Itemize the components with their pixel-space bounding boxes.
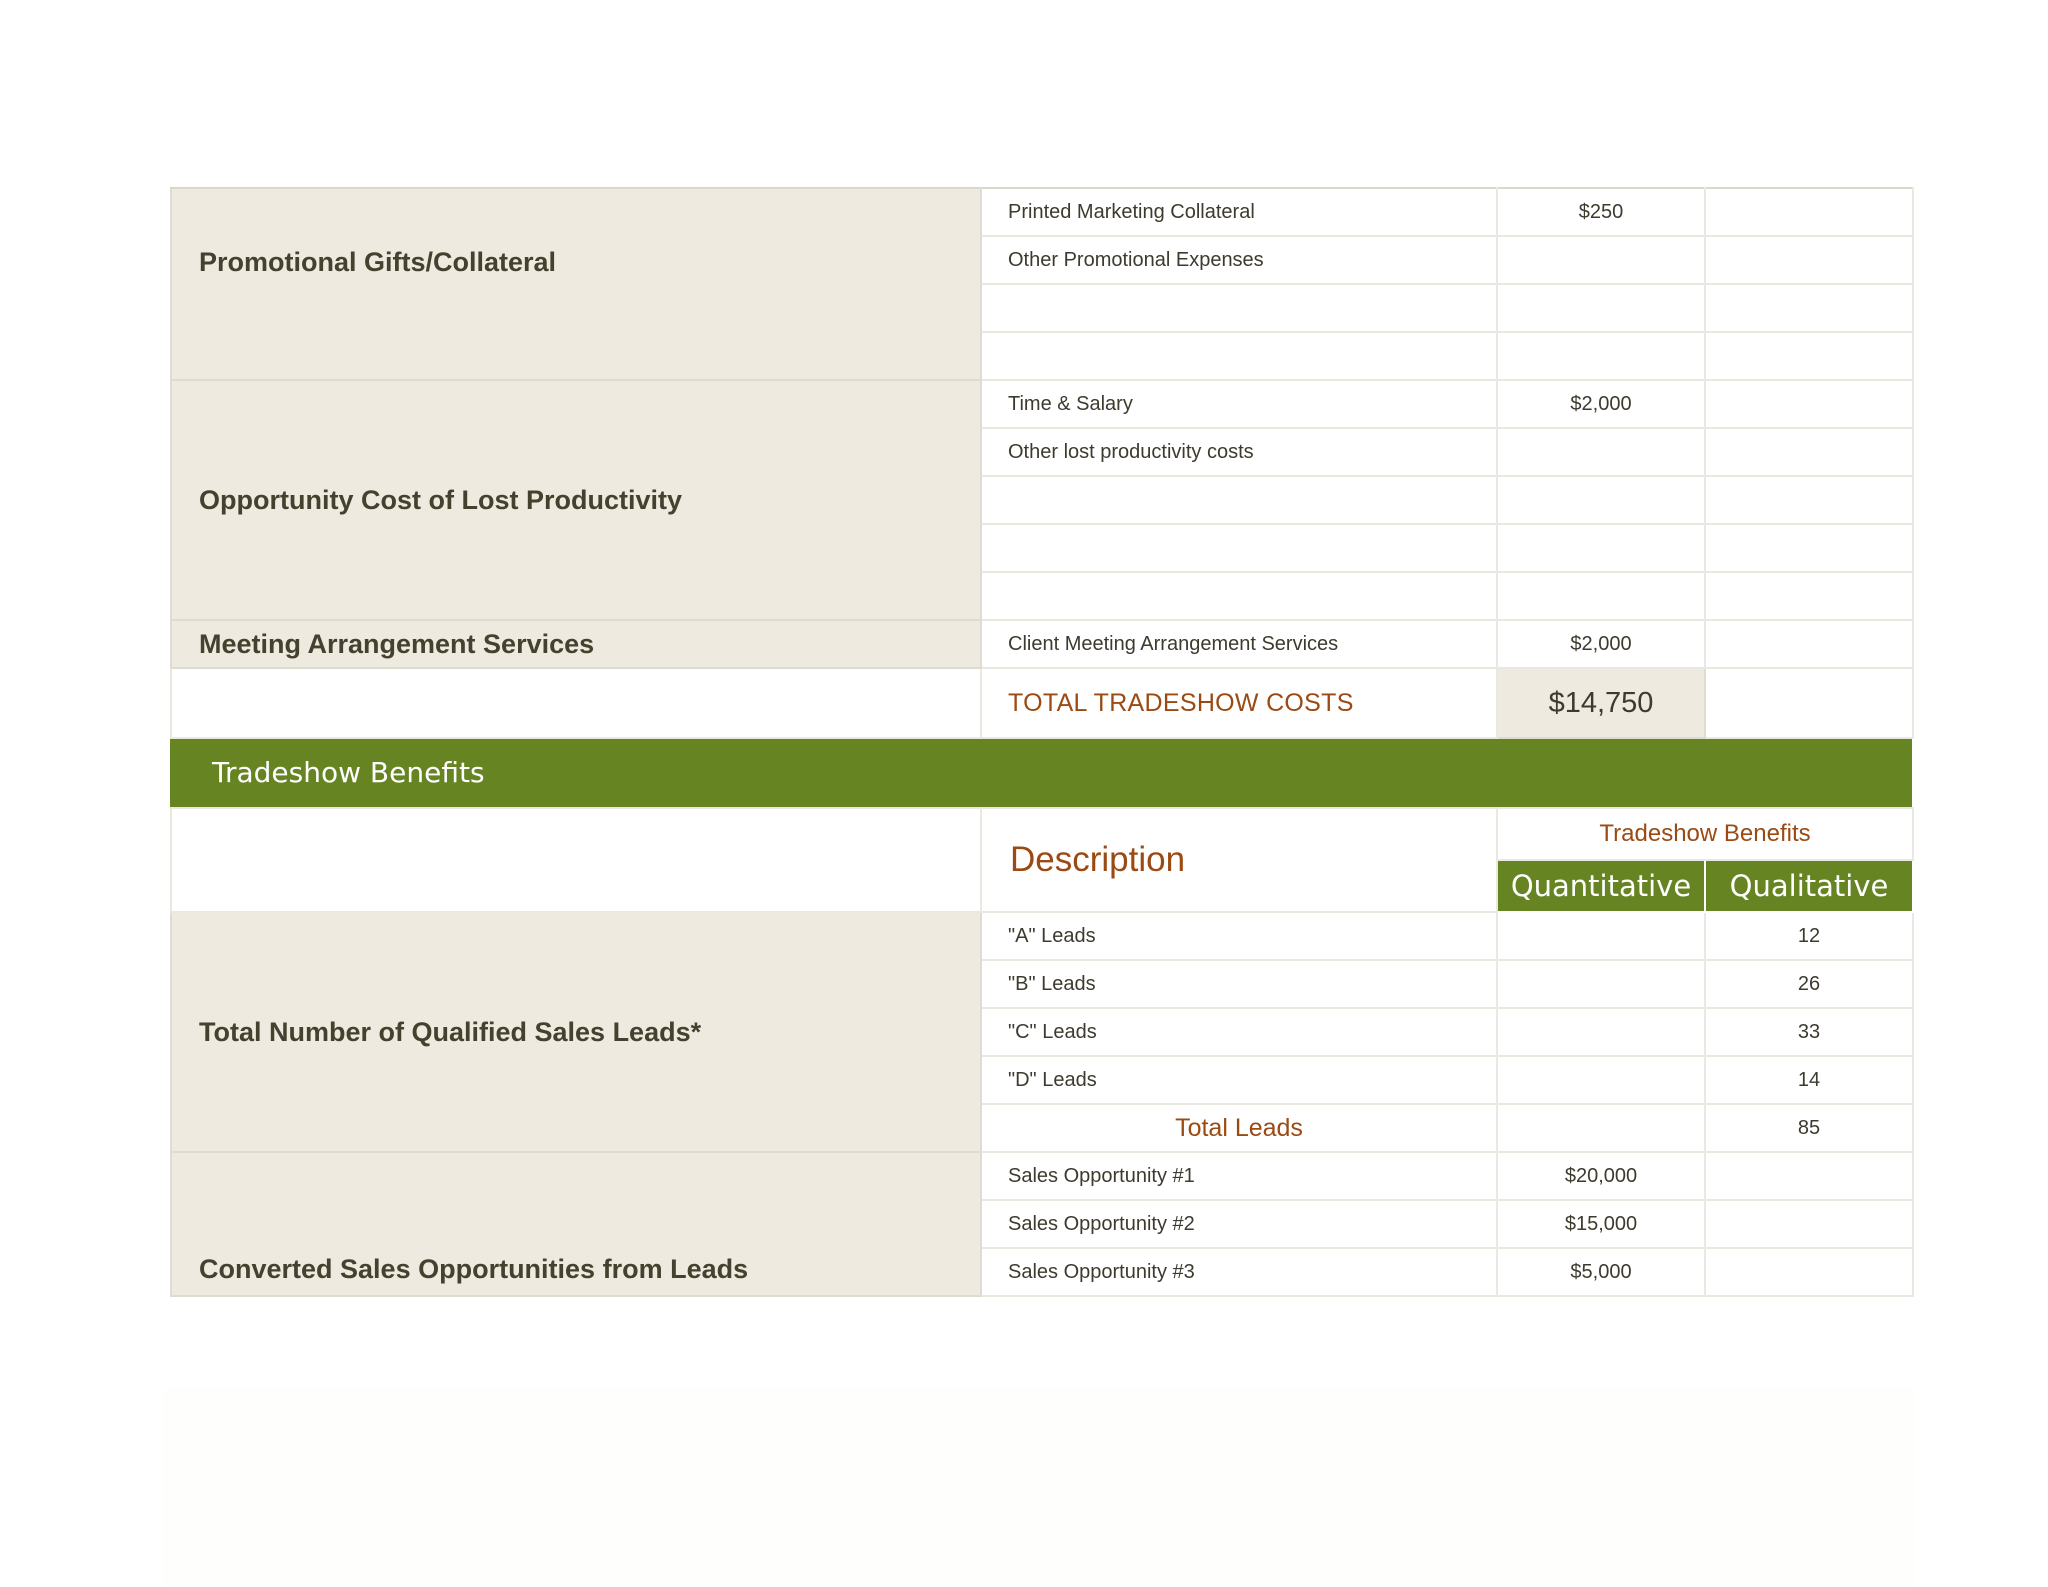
quantitative-header: Quantitative xyxy=(1497,860,1705,912)
quantitative-cell[interactable] xyxy=(1497,1104,1705,1152)
benefits-banner: Tradeshow Benefits xyxy=(170,739,1912,807)
qualitative-cell[interactable]: 12 xyxy=(1705,912,1913,960)
costs-table xyxy=(170,187,1914,739)
qualitative-cell[interactable]: 14 xyxy=(1705,1056,1913,1104)
table-row xyxy=(171,912,1913,960)
quantitative-cell[interactable]: $20,000 xyxy=(1497,1152,1705,1200)
quantitative-cell[interactable] xyxy=(1497,476,1705,524)
quantitative-cell[interactable] xyxy=(1497,1056,1705,1104)
table-row xyxy=(171,620,1913,668)
total-costs-label: TOTAL TRADESHOW COSTS xyxy=(981,668,1497,738)
total-leads-label: Total Leads xyxy=(981,1104,1497,1152)
quantitative-cell[interactable] xyxy=(1497,572,1705,620)
quantitative-cell[interactable]: $250 xyxy=(1497,188,1705,236)
quantitative-cell[interactable] xyxy=(1497,332,1705,380)
quantitative-cell[interactable] xyxy=(1497,1008,1705,1056)
qualitative-cell[interactable] xyxy=(1705,284,1913,332)
page-footer-area xyxy=(163,1387,1915,1587)
cost-item[interactable] xyxy=(981,476,1497,524)
benefits-header-row xyxy=(171,808,1913,860)
quantitative-cell[interactable]: $5,000 xyxy=(1497,1248,1705,1296)
qualitative-cell[interactable] xyxy=(1705,188,1913,236)
opportunity-item[interactable]: Sales Opportunity #3 xyxy=(981,1248,1497,1296)
lead-item[interactable]: "A" Leads xyxy=(981,912,1497,960)
cost-item[interactable]: Other Promotional Expenses xyxy=(981,236,1497,284)
quantitative-cell[interactable] xyxy=(1497,236,1705,284)
lead-item[interactable]: "B" Leads xyxy=(981,960,1497,1008)
cost-item[interactable] xyxy=(981,572,1497,620)
qualitative-cell[interactable] xyxy=(1705,620,1913,668)
quantitative-cell[interactable] xyxy=(1497,284,1705,332)
cost-item[interactable] xyxy=(981,524,1497,572)
cost-item[interactable] xyxy=(981,332,1497,380)
cost-item[interactable] xyxy=(981,284,1497,332)
opportunity-item[interactable]: Sales Opportunity #1 xyxy=(981,1152,1497,1200)
category-promotional-gifts: Promotional Gifts/Collateral xyxy=(171,188,981,380)
qualitative-cell[interactable] xyxy=(1705,1152,1913,1200)
table-row xyxy=(171,380,1913,428)
qualitative-cell[interactable] xyxy=(1705,476,1913,524)
benefits-table xyxy=(170,807,1914,1297)
qualitative-cell[interactable] xyxy=(1705,236,1913,284)
qualitative-cell[interactable]: 26 xyxy=(1705,960,1913,1008)
qualitative-cell[interactable] xyxy=(1705,332,1913,380)
cost-item[interactable]: Client Meeting Arrangement Services xyxy=(981,620,1497,668)
tradeshow-worksheet xyxy=(170,187,1912,1297)
blank-cell xyxy=(171,668,981,738)
blank-cell xyxy=(1705,668,1913,738)
quantitative-cell[interactable] xyxy=(1497,524,1705,572)
quantitative-cell[interactable] xyxy=(1497,912,1705,960)
category-opportunity-cost: Opportunity Cost of Lost Productivity xyxy=(171,380,981,620)
blank-cell xyxy=(171,808,981,912)
table-row xyxy=(171,1152,1913,1200)
table-row xyxy=(171,188,1913,236)
total-costs-value[interactable]: $14,750 xyxy=(1497,668,1705,738)
lead-item[interactable]: "D" Leads xyxy=(981,1056,1497,1104)
category-converted-opportunities: Converted Sales Opportunities from Leads xyxy=(171,1152,981,1296)
quantitative-cell[interactable]: $15,000 xyxy=(1497,1200,1705,1248)
quantitative-cell[interactable] xyxy=(1497,428,1705,476)
cost-item[interactable]: Other lost productivity costs xyxy=(981,428,1497,476)
cost-item[interactable]: Time & Salary xyxy=(981,380,1497,428)
category-qualified-leads: Total Number of Qualified Sales Leads* xyxy=(171,912,981,1152)
description-header: Description xyxy=(981,808,1497,912)
qualitative-header: Qualitative xyxy=(1705,860,1913,912)
qualitative-cell[interactable] xyxy=(1705,380,1913,428)
quantitative-cell[interactable]: $2,000 xyxy=(1497,620,1705,668)
total-costs-row xyxy=(171,668,1913,738)
tradeshow-benefits-header: Tradeshow Benefits xyxy=(1497,808,1913,860)
quantitative-cell[interactable]: $2,000 xyxy=(1497,380,1705,428)
qualitative-cell[interactable] xyxy=(1705,524,1913,572)
qualitative-cell[interactable] xyxy=(1705,1248,1913,1296)
quantitative-cell[interactable] xyxy=(1497,960,1705,1008)
total-leads-value[interactable]: 85 xyxy=(1705,1104,1913,1152)
qualitative-cell[interactable] xyxy=(1705,1200,1913,1248)
category-meeting-arrangement: Meeting Arrangement Services xyxy=(171,620,981,668)
qualitative-cell[interactable] xyxy=(1705,572,1913,620)
qualitative-cell[interactable]: 33 xyxy=(1705,1008,1913,1056)
qualitative-cell[interactable] xyxy=(1705,428,1913,476)
opportunity-item[interactable]: Sales Opportunity #2 xyxy=(981,1200,1497,1248)
cost-item[interactable]: Printed Marketing Collateral xyxy=(981,188,1497,236)
lead-item[interactable]: "C" Leads xyxy=(981,1008,1497,1056)
